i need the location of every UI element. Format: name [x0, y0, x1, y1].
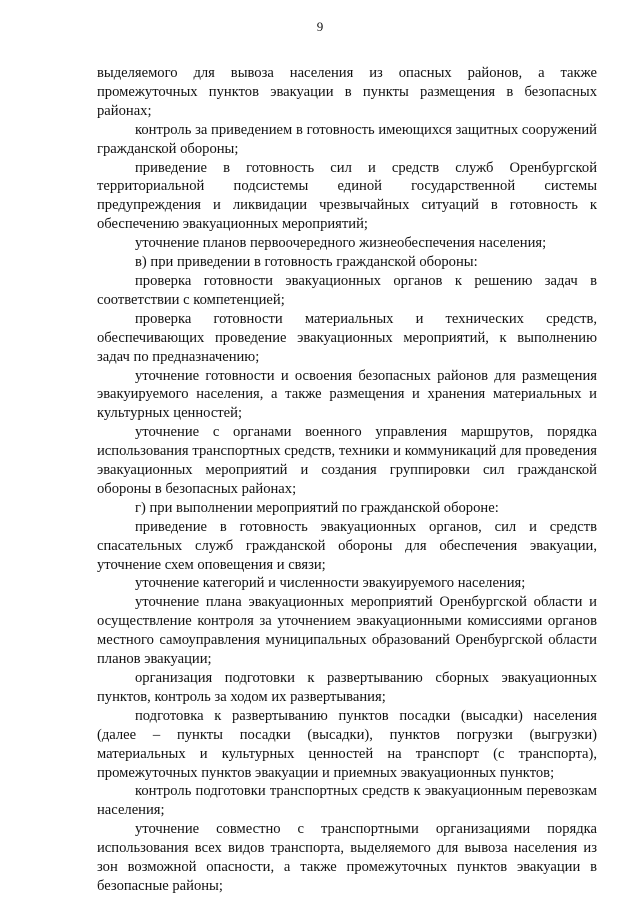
paragraph: подготовка к развертыванию пунктов посадки (высадки) населения (далее – пункты посадки (высадки), пунктов погрузки (выгрузки) материальных и культурных ценностей на транспорт (с транспорта), промежуточных пунктов эвакуации и приемных эвакуационных пунктов; — [97, 707, 597, 781]
document-body — [97, 64, 597, 896]
paragraph-continued: выделяемого для вывоза населения из опасных районов, а также промежуточных пунктов эвакуации в пункты размещения в безопасных районах; — [97, 65, 597, 119]
paragraph: проверка готовности материальных и технических средств, обеспечивающих проведение эвакуационных мероприятий, к выполнению задач по предназначению; — [97, 310, 597, 365]
paragraph: организация подготовки к развертыванию сборных эвакуационных пунктов, контроль за ходом их развертывания; — [97, 670, 597, 705]
paragraph: контроль за приведением в готовность имеющихся защитных сооружений гражданской обороны; — [97, 121, 597, 157]
section-heading-v: в) при приведении в готовность гражданской обороны: — [135, 254, 478, 271]
paragraph: уточнение категорий и численности эвакуируемого населения; — [135, 575, 526, 592]
paragraph: уточнение совместно с транспортными организациями порядка использования всех видов транспорта, выделяемого для вывоза населения из зон возможной опасности, а также промежуточных пунктов эвакуации в безопасные районы; — [97, 821, 597, 894]
paragraph: контроль подготовки транспортных средств к эвакуационным перевозкам населения; — [97, 783, 597, 819]
paragraph: уточнение плана эвакуационных мероприятий Оренбургской области и осуществление контроля за уточнением эвакуационными комиссиями органов местного самоуправления муниципальных образований Оренбургской области планов эвакуации; — [97, 594, 597, 668]
section-heading-g: г) при выполнении мероприятий по гражданской обороне: — [135, 499, 499, 516]
paragraph: приведение в готовность эвакуационных органов, сил и средств спасательных служб гражданской обороны для обеспечения эвакуации, уточнение схем оповещения и связи; — [97, 518, 597, 573]
paragraph: приведение в готовность сил и средств служб Оренбургской территориальной подсистемы единой государственной системы предупреждения и ликвидации чрезвычайных ситуаций в готовность к обеспечению эвакуационных мероприятий; — [97, 159, 597, 233]
paragraph: уточнение готовности и освоения безопасных районов для размещения эвакуируемого населения, а также размещения и хранения материальных и культурных ценностей; — [97, 367, 597, 422]
page-number: 9 — [316, 19, 324, 34]
paragraph: уточнение с органами военного управления маршрутов, порядка использования транспортных средств, техники и коммуникаций для проведения эвакуационных мероприятий и создания группировки сил гражданской обороны в безопасных районах; — [97, 424, 597, 497]
paragraph: проверка готовности эвакуационных органов к решению задач в соответствии с компетенцией; — [97, 272, 597, 308]
paragraph: уточнение планов первоочередного жизнеобеспечения населения; — [135, 235, 547, 252]
